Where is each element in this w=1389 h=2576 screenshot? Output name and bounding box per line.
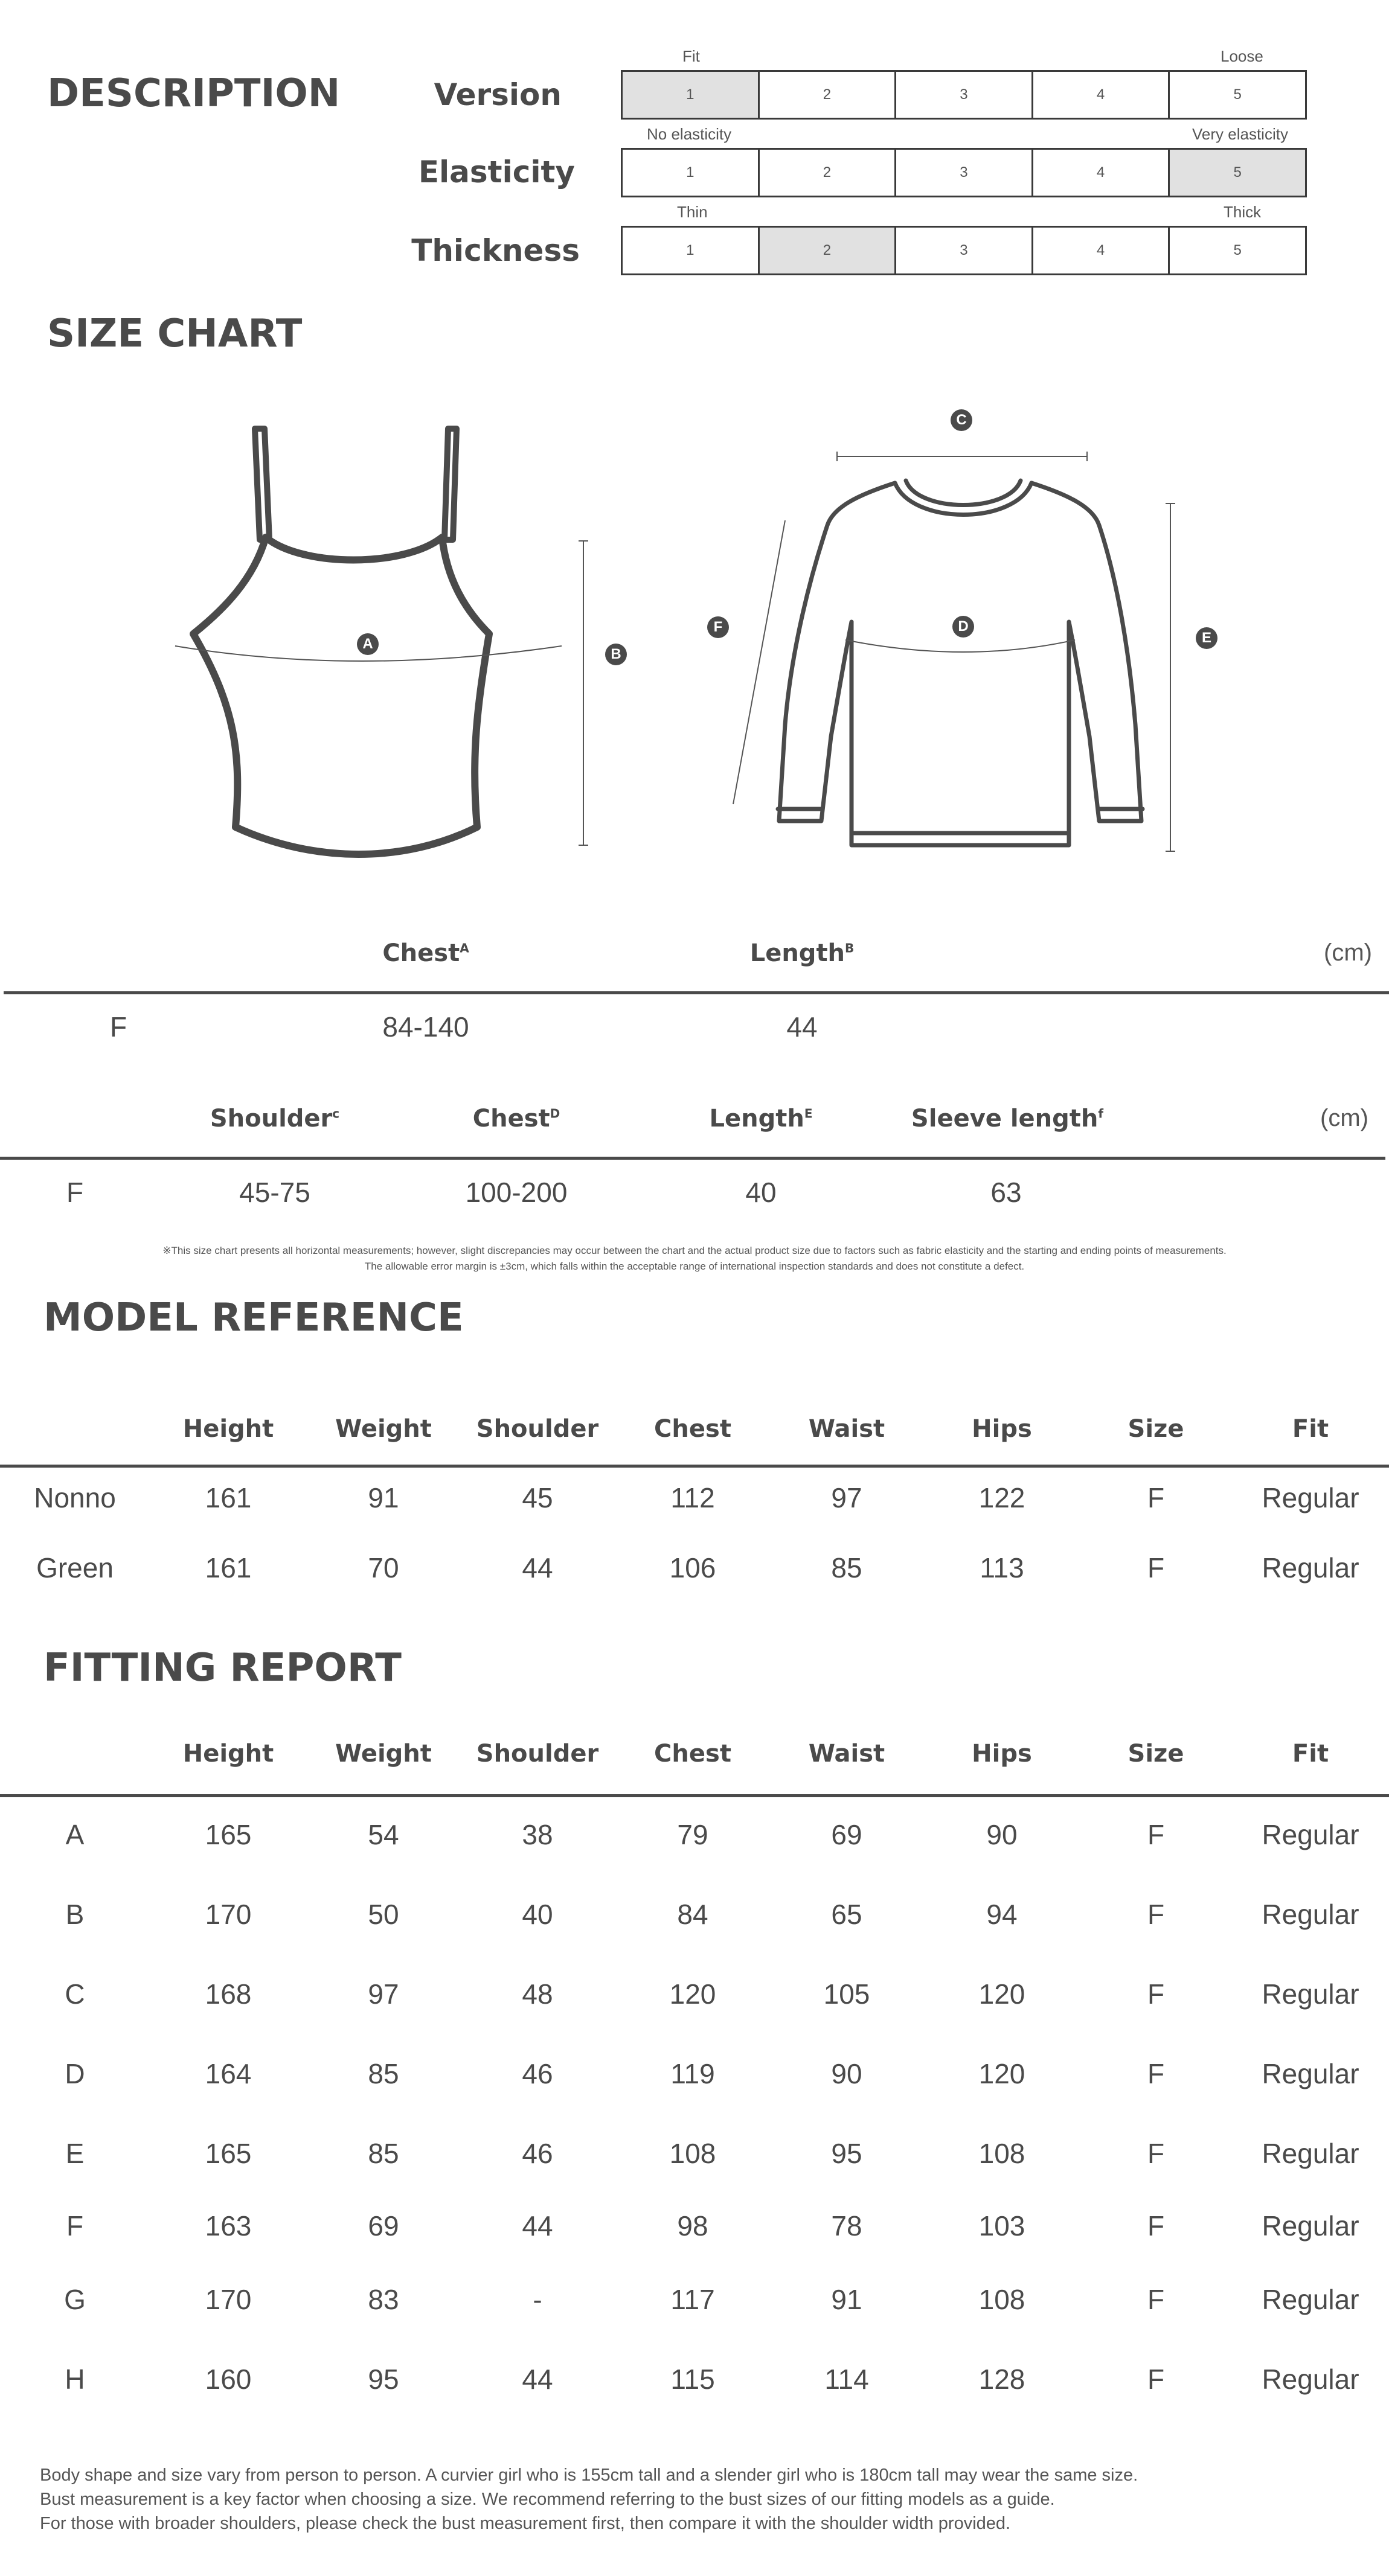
mr-name: Nonno bbox=[34, 1482, 116, 1513]
fr-cell: 168 bbox=[205, 1978, 252, 2010]
fr-cell: - bbox=[533, 2284, 542, 2315]
mr-cell: Regular bbox=[1262, 1552, 1359, 1584]
fr-cell: 170 bbox=[205, 1899, 252, 1930]
fr-cell: Regular bbox=[1262, 2284, 1359, 2315]
t2-shoulder: 45-75 bbox=[239, 1177, 310, 1208]
fr-cell: 120 bbox=[978, 2058, 1025, 2089]
fr-name: H bbox=[65, 2363, 85, 2395]
fr-header-chest: Chest bbox=[654, 1740, 731, 1768]
fr-cell: 120 bbox=[978, 1978, 1025, 2010]
mr-cell: 45 bbox=[522, 1482, 553, 1513]
fr-cell: Regular bbox=[1262, 2363, 1359, 2395]
footer-line3: For those with broader shoulders, please check the bust measurement first, then compare it with the shoulder width provided. bbox=[40, 2514, 1011, 2533]
fr-cell: F bbox=[1147, 2058, 1165, 2089]
mr-header-size: Size bbox=[1128, 1415, 1184, 1443]
fr-name: A bbox=[65, 1819, 85, 1850]
t1-chest: 84-140 bbox=[382, 1011, 469, 1043]
elasticity-scale bbox=[621, 148, 1307, 197]
fr-cell: 163 bbox=[205, 2210, 252, 2242]
badge-f: F bbox=[707, 616, 729, 638]
fr-cell: 54 bbox=[368, 1819, 399, 1850]
version-left-caption: Fit bbox=[682, 47, 700, 65]
elasticity-cell-2: 2 bbox=[760, 150, 897, 196]
t2-header-sleeve: Sleeve length$^f$ bbox=[911, 1105, 1104, 1133]
fr-cell: 95 bbox=[368, 2363, 399, 2395]
elasticity-cell-1: 1 bbox=[623, 150, 760, 196]
elasticity-right-caption: Very elasticity bbox=[1192, 125, 1288, 143]
fr-cell: 65 bbox=[831, 1899, 862, 1930]
fr-cell: 95 bbox=[831, 2138, 862, 2169]
fr-cell: 105 bbox=[823, 1978, 870, 2010]
version-cell-5: 5 bbox=[1233, 86, 1242, 103]
fr-cell: 128 bbox=[978, 2363, 1025, 2395]
fr-cell: 97 bbox=[368, 1978, 399, 2010]
fr-cell: 160 bbox=[205, 2363, 252, 2395]
thickness-cell-5: 5 bbox=[1233, 242, 1242, 258]
fitting-report-title: FITTING REPORT bbox=[43, 1646, 402, 1690]
fr-header-weight: Weight bbox=[335, 1740, 432, 1768]
fr-cell: 165 bbox=[205, 2138, 252, 2169]
fr-header-height: Height bbox=[182, 1740, 274, 1768]
fr-cell: 46 bbox=[522, 2058, 553, 2089]
fr-cell: 114 bbox=[824, 2363, 869, 2395]
fr-divider bbox=[0, 1794, 1389, 1797]
fr-cell: 165 bbox=[205, 1819, 252, 1850]
badge-e: E bbox=[1196, 627, 1217, 649]
fr-header-hips: Hips bbox=[972, 1740, 1032, 1768]
fr-cell: 38 bbox=[522, 1819, 553, 1850]
fr-cell: 90 bbox=[831, 2058, 862, 2089]
fr-header-waist: Waist bbox=[808, 1740, 885, 1768]
sweater-illustration bbox=[701, 423, 1232, 869]
fr-cell: 164 bbox=[205, 2058, 252, 2089]
t2-length: 40 bbox=[745, 1177, 777, 1208]
fr-cell: F bbox=[1147, 2284, 1165, 2315]
fr-cell: 98 bbox=[677, 2210, 708, 2242]
badge-c: C bbox=[951, 409, 972, 431]
fr-cell: 115 bbox=[670, 2363, 715, 2395]
t2-unit: (cm) bbox=[1320, 1105, 1368, 1131]
mr-header-fit: Fit bbox=[1292, 1415, 1329, 1443]
thickness-cell-3: 3 bbox=[896, 228, 1033, 273]
mr-name: Green bbox=[36, 1552, 114, 1584]
version-scale bbox=[621, 70, 1307, 120]
fr-cell: 69 bbox=[831, 1819, 862, 1850]
t2-header-chest: Chest$^D$ bbox=[472, 1105, 560, 1133]
fr-cell: 91 bbox=[831, 2284, 862, 2315]
mr-header-waist: Waist bbox=[808, 1415, 885, 1443]
thickness-scale bbox=[621, 226, 1307, 275]
fr-cell: Regular bbox=[1262, 1819, 1359, 1850]
mr-cell: 122 bbox=[978, 1482, 1025, 1513]
fr-cell: 44 bbox=[522, 2210, 553, 2242]
mr-cell: 113 bbox=[980, 1552, 1024, 1584]
thickness-right-caption: Thick bbox=[1224, 203, 1262, 221]
mr-header-weight: Weight bbox=[335, 1415, 432, 1443]
fr-cell: 108 bbox=[978, 2284, 1025, 2315]
mr-divider bbox=[0, 1465, 1389, 1468]
model-reference-title: MODEL REFERENCE bbox=[43, 1296, 464, 1340]
thickness-cell-4: 4 bbox=[1033, 228, 1170, 273]
mr-cell: 161 bbox=[205, 1552, 252, 1584]
version-label: Version bbox=[434, 77, 562, 112]
fr-cell: 84 bbox=[677, 1899, 708, 1930]
t2-divider bbox=[0, 1157, 1385, 1160]
mr-cell: 97 bbox=[831, 1482, 862, 1513]
fr-cell: Regular bbox=[1262, 2138, 1359, 2169]
thickness-cell-1: 1 bbox=[623, 228, 760, 273]
fr-cell: 94 bbox=[986, 1899, 1018, 1930]
fr-cell: Regular bbox=[1262, 2210, 1359, 2242]
t1-header-length: Length$^B$ bbox=[749, 939, 855, 967]
version-cell-2: 2 bbox=[760, 72, 897, 118]
mr-cell: F bbox=[1147, 1552, 1165, 1584]
fr-cell: 44 bbox=[522, 2363, 553, 2395]
fr-cell: 48 bbox=[522, 1978, 553, 2010]
fr-cell: 85 bbox=[368, 2138, 399, 2169]
fr-cell: F bbox=[1147, 1978, 1165, 2010]
badge-a: A bbox=[357, 633, 379, 655]
mr-header-shoulder: Shoulder bbox=[476, 1415, 599, 1443]
version-cell-3: 3 bbox=[896, 72, 1033, 118]
fr-cell: F bbox=[1147, 1899, 1165, 1930]
thickness-cell-2: 2 bbox=[760, 228, 897, 273]
elasticity-cell-5: 5 bbox=[1170, 150, 1305, 196]
fr-cell: 119 bbox=[670, 2058, 715, 2089]
t1-header-chest: Chest$^A$ bbox=[382, 939, 469, 967]
mr-cell: 85 bbox=[831, 1552, 862, 1584]
mr-cell: 112 bbox=[670, 1482, 715, 1513]
fr-cell: 79 bbox=[677, 1819, 708, 1850]
footer-line2: Bust measurement is a key factor when choosing a size. We recommend referring to the bust sizes of our fitting models as a guide. bbox=[40, 2490, 1055, 2509]
fr-cell: 108 bbox=[978, 2138, 1025, 2169]
version-cell-1: 1 bbox=[623, 72, 760, 118]
fr-name: F bbox=[66, 2210, 84, 2242]
fr-name: D bbox=[65, 2058, 85, 2089]
fr-header-size: Size bbox=[1128, 1740, 1184, 1768]
fr-cell: Regular bbox=[1262, 2058, 1359, 2089]
t1-divider bbox=[4, 991, 1389, 994]
fr-cell: 78 bbox=[831, 2210, 862, 2242]
elasticity-cell-3: 3 bbox=[896, 150, 1033, 196]
fr-cell: Regular bbox=[1262, 1978, 1359, 2010]
fr-cell: F bbox=[1147, 2363, 1165, 2395]
mr-cell: 91 bbox=[368, 1482, 399, 1513]
fr-cell: F bbox=[1147, 2138, 1165, 2169]
elasticity-cell-4: 4 bbox=[1033, 150, 1170, 196]
fr-cell: 90 bbox=[986, 1819, 1018, 1850]
fr-name: B bbox=[65, 1899, 85, 1930]
t2-chest: 100-200 bbox=[465, 1177, 568, 1208]
fr-cell: 103 bbox=[978, 2210, 1025, 2242]
badge-d: D bbox=[952, 616, 974, 638]
fr-cell: 83 bbox=[368, 2284, 399, 2315]
t1-size: F bbox=[109, 1011, 127, 1043]
fr-cell: 40 bbox=[522, 1899, 553, 1930]
size-chart-title: SIZE CHART bbox=[47, 312, 303, 356]
mr-cell: 44 bbox=[522, 1552, 553, 1584]
size-note-line1: ※This size chart presents all horizontal measurements; however, slight discrepancies may occur between the chart and the actual product size due to factors such as fabric elasticity and the starting and ending points of measurements. bbox=[162, 1245, 1227, 1256]
fr-cell: 120 bbox=[669, 1978, 716, 2010]
description-title: DESCRIPTION bbox=[47, 71, 341, 116]
mr-header-chest: Chest bbox=[654, 1415, 731, 1443]
fr-cell: 108 bbox=[669, 2138, 716, 2169]
fr-name: E bbox=[65, 2138, 85, 2169]
t1-unit: (cm) bbox=[1324, 939, 1372, 966]
t1-length: 44 bbox=[786, 1011, 818, 1043]
fr-header-shoulder: Shoulder bbox=[476, 1740, 599, 1768]
fr-header-fit: Fit bbox=[1292, 1740, 1329, 1768]
mr-header-hips: Hips bbox=[972, 1415, 1032, 1443]
elasticity-left-caption: No elasticity bbox=[647, 125, 732, 143]
badge-b: B bbox=[605, 644, 627, 665]
fr-cell: 117 bbox=[670, 2284, 715, 2315]
mr-cell: F bbox=[1147, 1482, 1165, 1513]
fr-cell: 69 bbox=[368, 2210, 399, 2242]
fr-cell: Regular bbox=[1262, 1899, 1359, 1930]
fr-cell: 85 bbox=[368, 2058, 399, 2089]
t2-header-shoulder: Shoulder$^c$ bbox=[210, 1105, 340, 1133]
fr-cell: 46 bbox=[522, 2138, 553, 2169]
version-right-caption: Loose bbox=[1221, 47, 1263, 65]
t2-header-length: Length$^E$ bbox=[709, 1105, 813, 1133]
fr-name: G bbox=[64, 2284, 86, 2315]
t2-size: F bbox=[66, 1177, 84, 1208]
fr-cell: F bbox=[1147, 2210, 1165, 2242]
t2-sleeve: 63 bbox=[990, 1177, 1022, 1208]
mr-cell: Regular bbox=[1262, 1482, 1359, 1513]
mr-cell: 106 bbox=[669, 1552, 716, 1584]
thickness-label: Thickness bbox=[411, 233, 580, 268]
footer-line1: Body shape and size vary from person to person. A curvier girl who is 155cm tall and a slender girl who is 180cm tall may wear the same size. bbox=[40, 2466, 1138, 2485]
thickness-left-caption: Thin bbox=[677, 203, 708, 221]
mr-cell: 161 bbox=[205, 1482, 252, 1513]
size-note-line2: The allowable error margin is ±3cm, which falls within the acceptable range of international inspection standards and does not constitute a defect. bbox=[364, 1261, 1025, 1272]
elasticity-label: Elasticity bbox=[418, 155, 575, 190]
fr-cell: F bbox=[1147, 1819, 1165, 1850]
version-cell-4: 4 bbox=[1033, 72, 1170, 118]
camisole-illustration bbox=[163, 417, 598, 875]
fr-cell: 50 bbox=[368, 1899, 399, 1930]
mr-cell: 70 bbox=[368, 1552, 399, 1584]
fr-cell: 170 bbox=[205, 2284, 252, 2315]
mr-header-height: Height bbox=[182, 1415, 274, 1443]
fr-name: C bbox=[65, 1978, 85, 2010]
